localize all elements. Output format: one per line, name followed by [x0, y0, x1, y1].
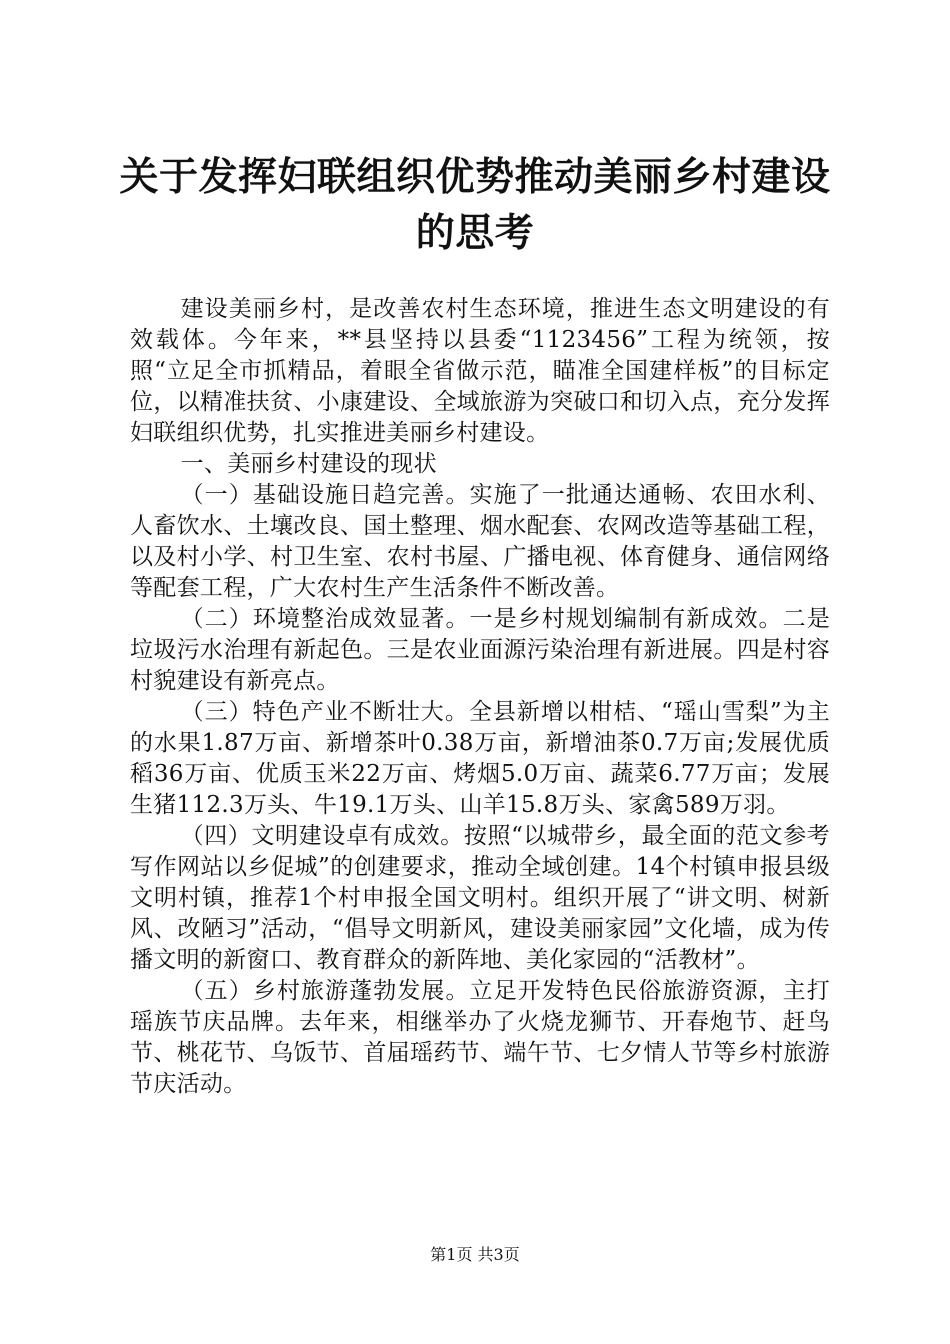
page-number: 第1页 共3页 [430, 1245, 520, 1264]
paragraph-civilization: （四）文明建设卓有成效。按照“以城带乡，最全面的范文参考写作网站以乡促城”的创建要求，推动全域创建。14个村镇申报县级文明村镇，推荐1个村申报全国文明村。组织开展了“讲文明、树新风、改陋习”活动，“倡导文明新风，建设美丽家园”文化墙，成为传播文明的新窗口、教育群众的新阵地、美化家园的“活教材”。 [130, 823, 830, 973]
paragraph-environment: （二）环境整治成效显著。一是乡村规划编制有新成效。二是垃圾污水治理有新起色。三是农业面源污染治理有新进展。四是村容村貌建设有新亮点。 [130, 606, 830, 694]
section-heading: 一、美丽乡村建设的现状 [180, 451, 437, 477]
document-body [130, 294, 830, 1100]
intro-paragraph: 建设美丽乡村，是改善农村生态环境，推进生态文明建设的有效载体。今年来，**县坚持以县委“1123456”工程为统领，按照“立足全市抓精品，着眼全省做示范，瞄准全国建样板”的目标定位，以精准扶贫、小康建设、全域旅游为突破口和切入点，充分发挥妇联组织优势，扎实推进美丽乡村建设。 [130, 296, 830, 446]
paragraph-infrastructure: （一）基础设施日趋完善。实施了一批通达通畅、农田水利、人畜饮水、土壤改良、国土整理、烟水配套、农网改造等基础工程，以及村小学、村卫生室、农村书屋、广播电视、体育健身、通信网络等配套工程，广大农村生产生活条件不断改善。 [130, 482, 830, 601]
paragraph-tourism: （五）乡村旅游蓬勃发展。立足开发特色民俗旅游资源，主打瑶族节庆品牌。去年来，相继举办了火烧龙狮节、开春炮节、赶鸟节、桃花节、乌饭节、首届瑶药节、端午节、七夕情人节等乡村旅游节庆活动。 [130, 978, 830, 1097]
paragraph-industry: （三）特色产业不断壮大。全县新增以柑桔、“瑶山雪梨”为主的水果1.87万亩、新增茶叶0.38万亩，新增油茶0.7万亩;发展优质稻36万亩、优质玉米22万亩、烤烟5.0万亩、蔬菜6.77万亩；发展生猪112.3万头、牛19.1万头、山羊15.8万头、家禽589万羽。 [130, 699, 830, 818]
document-title: 关于发挥妇联组织优势推动美丽乡村建设的思考 [119, 155, 831, 256]
